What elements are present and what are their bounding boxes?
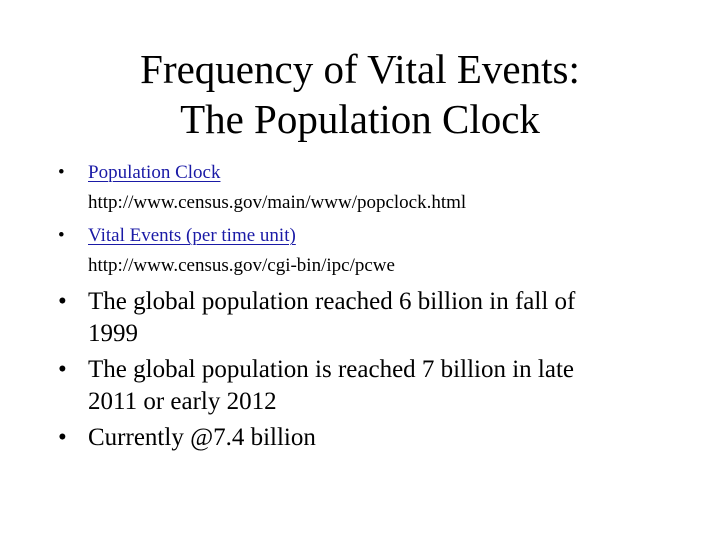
bullet-item-vital-events — [58, 221, 688, 281]
bullet-icon: • — [58, 225, 65, 246]
bullet-text-line-1: The global population is reached 7 billion in late — [88, 356, 574, 383]
bullet-text-line-2: 2011 or early 2012 — [88, 388, 277, 415]
bullet-item-current — [58, 422, 688, 454]
bullet-icon: • — [58, 162, 65, 183]
population-clock-link[interactable]: Population Clock — [88, 162, 221, 183]
bullet-icon: • — [58, 356, 67, 383]
bullet-text-line-1: Currently @7.4 billion — [88, 424, 316, 451]
bullet-icon: • — [58, 424, 67, 451]
bullet-text-line-1: The global population reached 6 billion in fall of — [88, 288, 576, 315]
bullet-item-6-billion — [58, 286, 688, 350]
title-line-2: The Population Clock — [180, 96, 540, 142]
bullet-text-line-2: 1999 — [88, 320, 138, 347]
bullet-item-population-clock — [58, 158, 688, 218]
vital-events-url: http://www.census.gov/cgi-bin/ipc/pcwe — [88, 255, 395, 276]
vital-events-link[interactable]: Vital Events (per time unit) — [88, 225, 296, 246]
title-line-1: Frequency of Vital Events: — [140, 46, 580, 92]
bullet-item-7-billion — [58, 354, 688, 418]
bullet-icon: • — [58, 288, 67, 315]
population-clock-url: http://www.census.gov/main/www/popclock.html — [88, 192, 467, 213]
